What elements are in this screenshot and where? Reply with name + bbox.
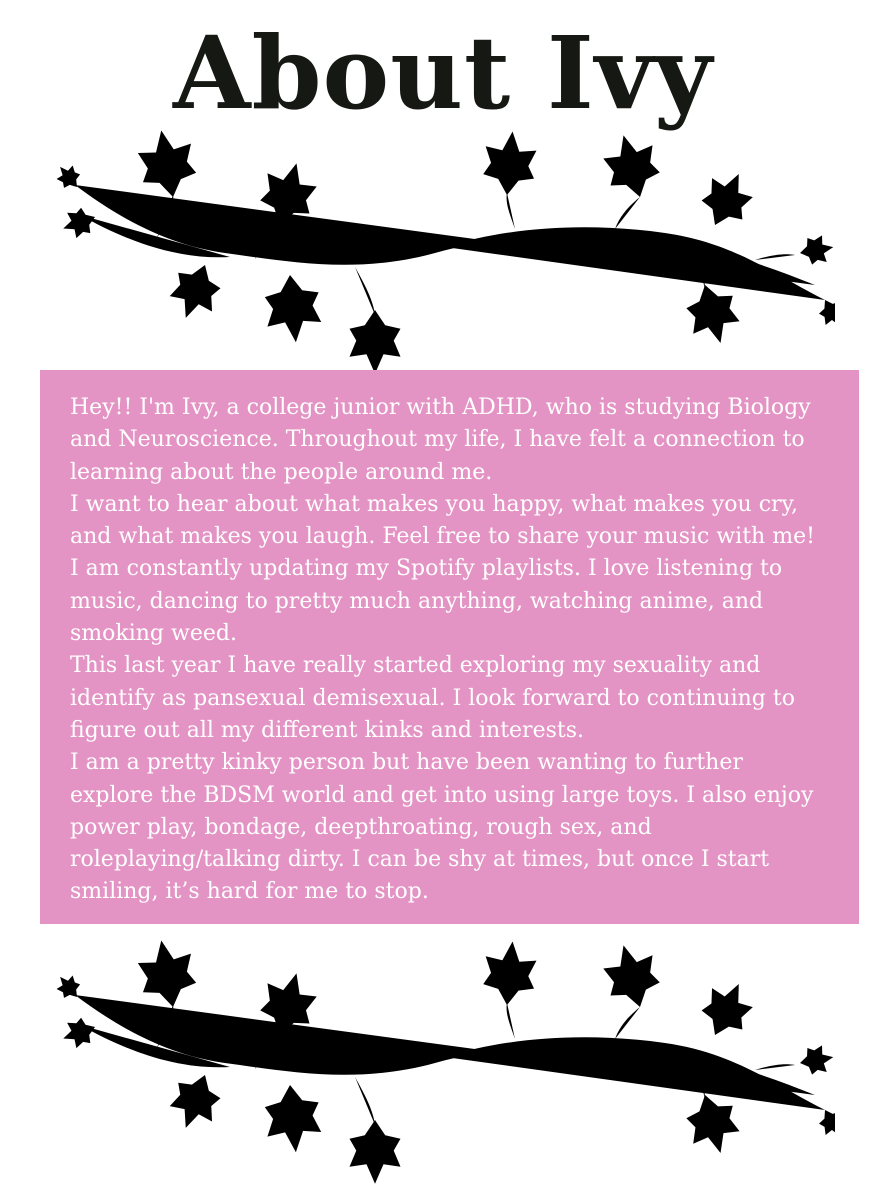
bio-paragraph: I want to hear about what makes you happy, what makes you cry, and what makes you laugh. Feel free to share your music with me! I am constantly updating my Spotify playlists. I love listening to music, dancing to pretty much anything, watching anime, and smoking weed. — [70, 491, 815, 647]
ivy-vine-icon — [55, 125, 835, 375]
bio-box — [40, 370, 859, 924]
bio-paragraph: Hey!! I'm Ivy, a college junior with ADHD, who is studying Biology and Neuroscience. Throughout my life, I have felt a connection to learning about the people around me. — [70, 395, 811, 485]
page-title: About Ivy — [173, 14, 713, 132]
bio-paragraph: I am a pretty kinky person but have been wanting to further explore the BDSM world and get into using large toys. I also enjoy power play, bondage, deepthroating, rough sex, and roleplaying/talking dirty. I can be shy at times, but once I start smiling, it’s hard for me to stop. — [70, 750, 814, 905]
bio-paragraph: This last year I have really started exploring my sexuality and identify as pansexual demisexual. I look forward to continuing to figure out all my different kinks and interests. — [70, 653, 795, 743]
ivy-vine-icon — [55, 935, 835, 1185]
